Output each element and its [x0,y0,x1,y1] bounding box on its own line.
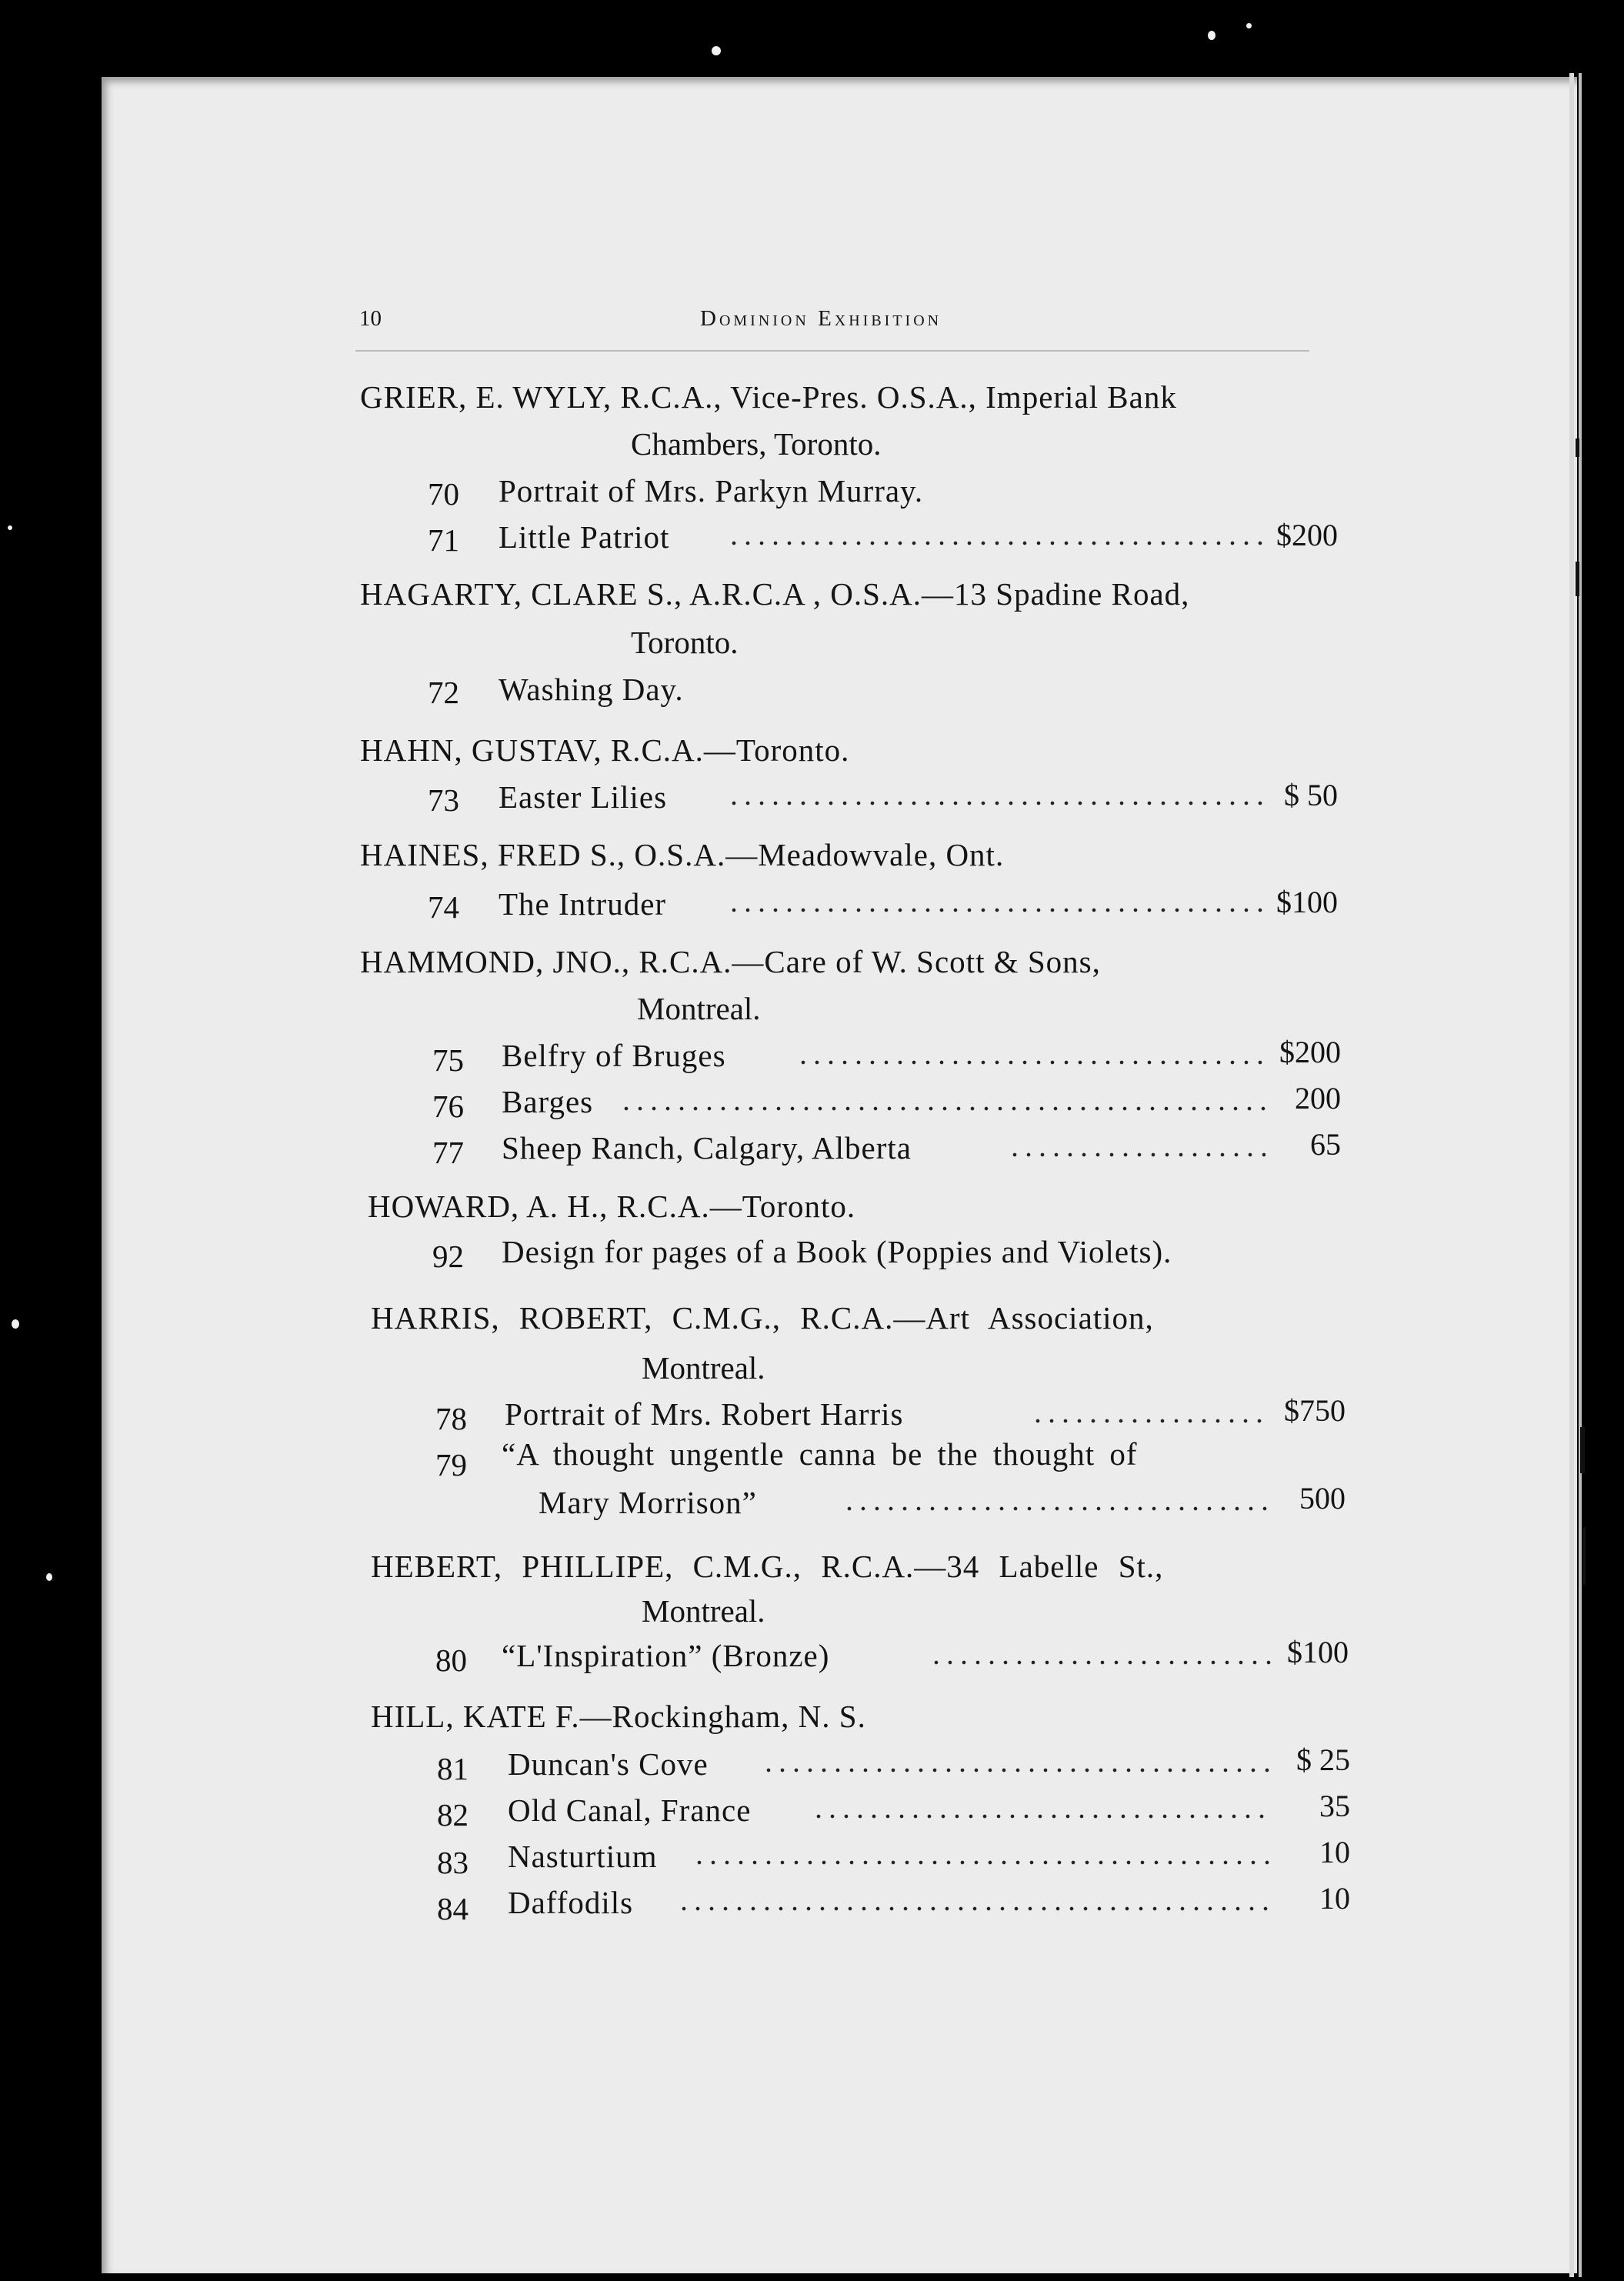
scan-speck [1208,31,1215,40]
catalogue-number: 92 [432,1239,464,1274]
work-price: $ 25 [1296,1742,1350,1777]
margin-mark [1582,1527,1586,1585]
work-price: 10 [1319,1835,1350,1869]
artist-heading: HILL, KATE F.—Rockingham, N. S. [371,1699,866,1734]
catalogue-number: 82 [437,1797,469,1832]
dot-leader [1008,1152,1266,1157]
artist-address-continued: Chambers, Toronto. [631,426,882,462]
artist-address-continued: Montreal. [637,991,761,1026]
page-edge-shadow [1579,73,1582,2277]
page-edge [1569,73,1574,2277]
artist-heading: HAHN, GUSTAV, R.C.A.—Toronto. [360,732,850,768]
catalogue-number: 84 [437,1891,469,1926]
work-title: Nasturtium [508,1839,658,1874]
work-price: $200 [1276,518,1338,552]
catalogue-number: 74 [428,889,459,925]
work-title: Old Canal, France [508,1792,752,1828]
work-title-continued: Mary Morrison” [539,1485,757,1520]
artist-heading: HAMMOND, JNO., R.C.A.—Care of W. Scott & Sons, [360,944,1101,979]
dot-leader [929,1660,1272,1665]
work-title: “L'Inspiration” (Bronze) [502,1638,830,1673]
work-title: “A thought ungentle canna be the thought of [502,1436,1138,1472]
artist-address-continued: Montreal. [642,1593,765,1629]
work-title: Washing Day. [499,672,684,707]
catalogue-number: 81 [437,1751,469,1786]
scan-speck [46,1573,52,1581]
catalogue-number: 77 [432,1135,464,1170]
catalogue-number: 80 [435,1642,467,1678]
work-title: Little Patriot [499,519,670,555]
dot-leader [727,908,1266,912]
dot-leader [842,1506,1273,1511]
artist-address-continued: Toronto. [631,625,739,660]
catalogue-number: 72 [428,675,459,710]
catalogue-number: 75 [432,1042,464,1078]
work-price: $ 50 [1284,778,1338,812]
scan-speck [8,525,12,530]
work-price: 200 [1295,1081,1341,1115]
scan-speck [712,46,721,55]
artist-address-continued: Montreal. [642,1350,765,1386]
work-title: Belfry of Bruges [502,1038,726,1073]
catalogue-number: 83 [437,1845,469,1880]
header-rule [355,350,1309,352]
work-price: $750 [1284,1393,1346,1428]
scan-speck [1246,23,1252,28]
work-title: Easter Lilies [499,779,668,815]
dot-leader [762,1768,1273,1772]
catalogue-number: 73 [428,782,459,818]
dot-leader [677,1906,1273,1911]
work-price: 500 [1299,1481,1346,1516]
dot-leader [727,801,1266,805]
catalogue-number: 71 [428,522,459,558]
work-title: Duncan's Cove [508,1746,709,1782]
work-price: $100 [1287,1635,1349,1669]
artist-heading: GRIER, E. WYLY, R.C.A., Vice-Pres. O.S.A., Imperial Bank [360,379,1177,415]
margin-mark [1576,439,1579,457]
catalogue-number: 78 [435,1401,467,1436]
margin-mark [1576,562,1579,596]
running-title: Dominion Exhibition [700,306,942,331]
work-price: 10 [1319,1881,1350,1916]
work-title: Portrait of Mrs. Parkyn Murray. [499,473,924,509]
work-title: Barges [502,1084,594,1119]
artist-heading: HOWARD, A. H., R.C.A.—Toronto. [368,1189,856,1224]
dot-leader [796,1060,1266,1065]
artist-heading: HAGARTY, CLARE S., A.R.C.A , O.S.A.—13 Spadine Road, [360,576,1190,612]
dot-leader [727,541,1266,545]
artist-heading: HAINES, FRED S., O.S.A.—Meadowvale, Ont. [360,837,1005,872]
catalogue-number: 70 [428,476,459,512]
work-title: The Intruder [499,886,667,922]
work-title: Portrait of Mrs. Robert Harris [505,1396,904,1432]
work-price: $200 [1279,1035,1341,1069]
catalogue-number: 76 [432,1089,464,1124]
artist-heading: HARRIS, ROBERT, C.M.G., R.C.A.—Art Association, [371,1300,1154,1336]
artist-heading: HEBERT, PHILLIPE, C.M.G., R.C.A.—34 Labelle St., [371,1549,1164,1584]
work-price: 65 [1310,1127,1341,1162]
dot-leader [1031,1419,1269,1423]
dot-leader [619,1106,1266,1111]
work-title: Design for pages of a Book (Poppies and Violets). [502,1234,1172,1269]
work-title: Sheep Ranch, Calgary, Alberta [502,1130,912,1166]
page-number: 10 [359,306,382,331]
margin-mark [1580,1427,1585,1473]
scan-speck [12,1319,19,1329]
dot-leader [812,1814,1273,1819]
dot-leader [692,1860,1273,1865]
work-price: $100 [1276,885,1338,919]
catalogue-number: 79 [435,1447,467,1482]
work-price: 35 [1319,1789,1350,1823]
work-title: Daffodils [508,1885,634,1920]
